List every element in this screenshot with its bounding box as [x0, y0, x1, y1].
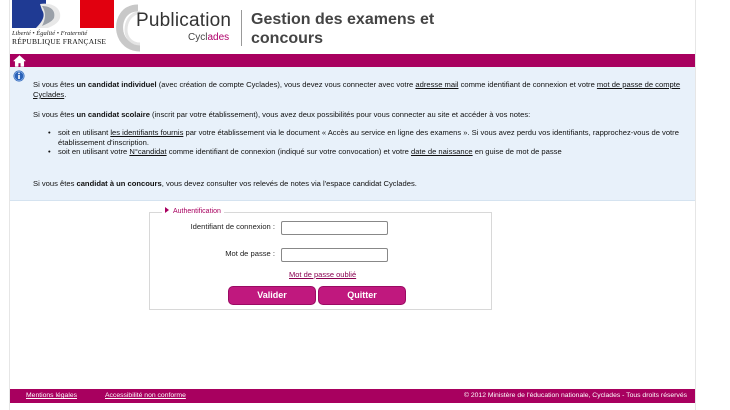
app-title-line2: concours	[251, 30, 324, 47]
li2-underline-date: date de naissance	[410, 147, 473, 156]
copyright-text: © 2012 Ministère de l'éducation nationale, Cyclades - Tous droits réservés	[463, 392, 687, 399]
top-nav-bar	[10, 54, 695, 67]
p2-text-a: Si vous êtes	[33, 110, 77, 119]
li2-text-a: soit en utilisant votre	[58, 147, 130, 156]
legal-notice-link[interactable]: Mentions légales	[26, 392, 78, 399]
republique-francaise-text	[12, 30, 122, 46]
authentication-legend-text: Authentification	[173, 208, 221, 215]
publication-subtitle	[188, 32, 229, 43]
li2-underline-candidat: N°candidat	[129, 147, 167, 156]
quit-button[interactable]: Quitter	[318, 286, 406, 305]
info-panel	[10, 67, 695, 201]
app-title-line1: Gestion des examens et	[251, 11, 435, 28]
p1-text-e: comme identifiant de connexion et votre	[458, 80, 597, 89]
rf-motto: Liberté • Égalité • Fraternité	[12, 30, 88, 37]
p1-underline-email: adresse mail	[415, 80, 459, 89]
p1-text-c: (avec création de compte Cyclades), vous devez vous connecter avec votre	[156, 80, 416, 89]
footer	[10, 389, 695, 403]
login-input[interactable]	[281, 221, 388, 235]
li2-text-e: en guise de mot de passe	[472, 147, 562, 156]
info-paragraph-individual	[33, 80, 688, 100]
pub-sub-prefix: Cycl	[188, 32, 208, 43]
p1-bold: un candidat individuel	[76, 80, 157, 89]
info-options-list	[48, 128, 688, 157]
pub-sub-accent: ades	[207, 32, 230, 43]
p1-underline-password: mot de passe de compte Cyclades	[33, 80, 681, 99]
rf-name: RÉPUBLIQUE FRANÇAISE	[12, 37, 107, 46]
password-input[interactable]	[281, 248, 388, 262]
validate-button[interactable]: Valider	[228, 286, 316, 305]
login-label: Identifiant de connexion :	[190, 222, 275, 231]
p1-text-a: Si vous êtes	[33, 80, 77, 89]
p3-bold: candidat à un concours	[76, 179, 162, 188]
info-paragraph-concours	[33, 179, 688, 189]
password-label: Mot de passe :	[225, 249, 275, 258]
app-title	[251, 10, 434, 48]
triangle-icon	[165, 207, 169, 213]
p3-text-a: Si vous êtes	[33, 179, 77, 188]
p2-text-c: (inscrit par votre établissement), vous avez deux possibilités pour vous connecter au site et accéder à vos notes:	[149, 110, 531, 119]
p3-text-c: , vous devez consulter vos relevés de notes via l'espace candidat Cyclades.	[161, 179, 417, 188]
header-separator	[241, 10, 242, 46]
forgot-password-link[interactable]: Mot de passe oublié	[289, 270, 357, 279]
accessibility-link[interactable]: Accessibilité non conforme	[105, 392, 186, 399]
li2-text-c: comme identifiant de connexion (indiqué sur votre convocation) et votre	[166, 147, 411, 156]
authentication-legend	[162, 207, 224, 215]
publication-title: Publication	[136, 10, 232, 31]
p2-bold: un candidat scolaire	[76, 110, 150, 119]
home-icon[interactable]	[13, 55, 26, 67]
li1-underline: les identifiants fournis	[110, 128, 184, 137]
li1-text-c: par votre établissement via le document « Accès au service en ligne des examens ». Si vous avez perdu vos identifiants, rapprochez-vous de votre établissement d'inscription.	[58, 128, 679, 147]
li1-text-a: soit en utilisant	[58, 128, 111, 137]
p1-text-g: .	[64, 90, 67, 99]
info-icon	[13, 70, 25, 82]
info-paragraph-scolaire	[33, 110, 688, 120]
list-item	[48, 128, 688, 147]
page-frame	[10, 0, 695, 410]
list-item	[48, 147, 688, 157]
header	[10, 0, 695, 54]
